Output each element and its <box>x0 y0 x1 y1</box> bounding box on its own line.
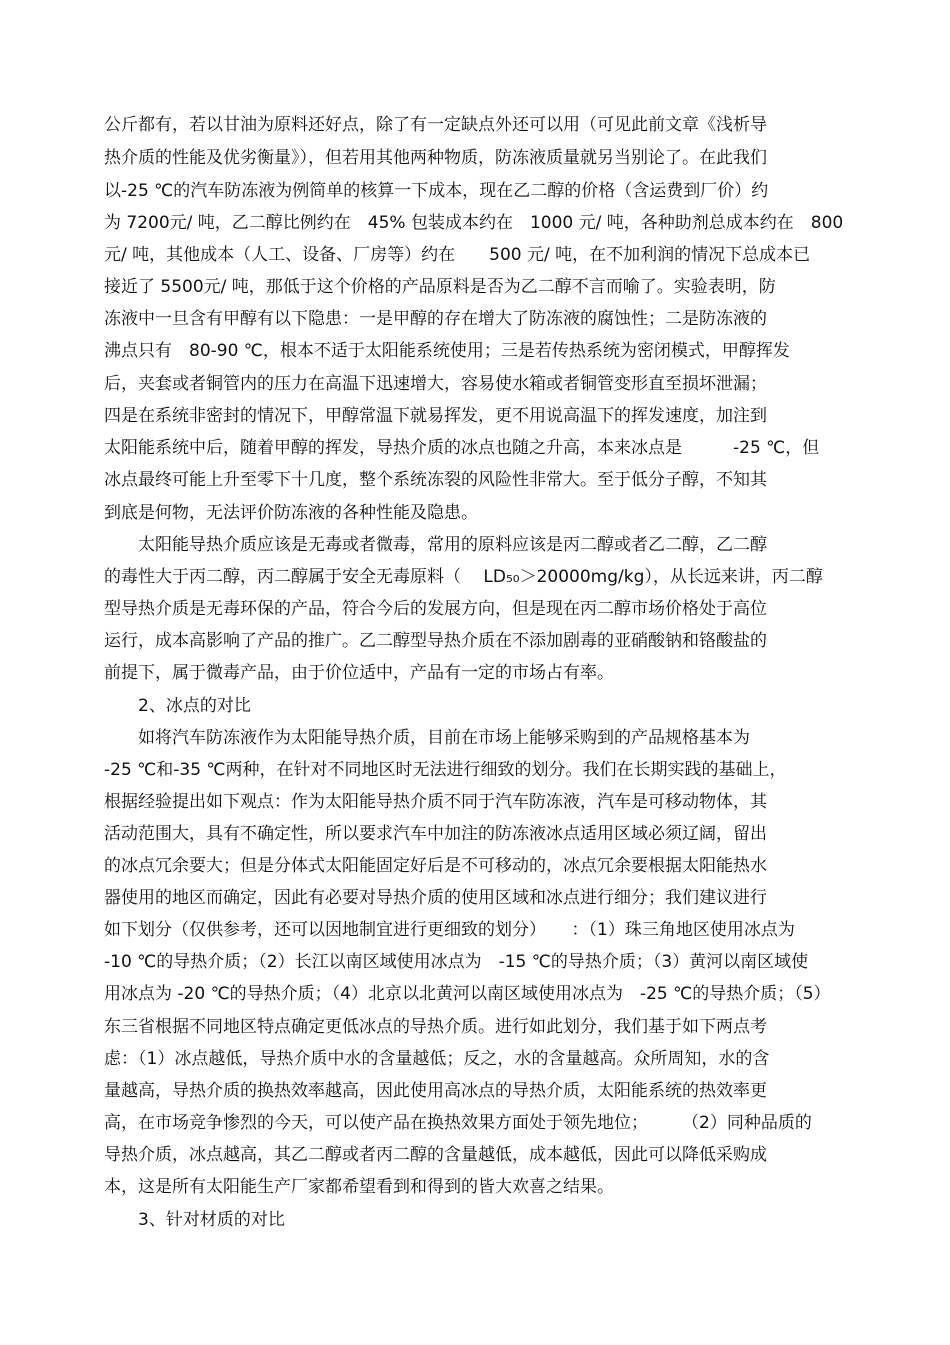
text-line: 如下划分（仅供参考，还可以因地制宜进行更细致的划分） ：（1）珠三角地区使用冰点为 <box>104 920 795 940</box>
text-line: 到底是何物，无法评价防冻液的各种性能及隐患。 <box>104 503 478 523</box>
section-heading: 3、针对材质的对比 <box>138 1210 285 1230</box>
text-line: 运行，成本高影响了产品的推广。乙二醇型导热介质在不添加剧毒的亚硝酸钠和铬酸盐的 <box>104 631 767 651</box>
text-line: 公斤都有，若以甘油为原料还好点，除了有一定缺点外还可以用（可见此前文章《浅析导 <box>104 115 767 135</box>
text-line: 沸点只有 80-90 ℃，根本不适于太阳能系统使用；三是若传热系统为密闭模式，甲醇挥发 <box>104 341 790 361</box>
text-line: 的毒性大于丙二醇，丙二醇属于安全无毒原料（ LD₅₀＞20000mg/kg），从长远来讲，丙二醇 <box>104 567 823 587</box>
text-line: 为 7200元/ 吨，乙二醇比例约在 45% 包装成本约在 1000 元/ 吨，各种助剂总成本约在 800 <box>104 213 844 233</box>
text-line: 热介质的性能及优劣衡量》），但若用其他两种物质，防冻液质量就另当别论了。在此我们 <box>104 148 767 168</box>
text-line: 冰点最终可能上升至零下十几度，整个系统冻裂的风险性非常大。至于低分子醇，不知其 <box>104 470 767 490</box>
text-line: 型导热介质是无毒环保的产品，符合今后的发展方向，但是现在丙二醇市场价格处于高位 <box>104 599 767 619</box>
text-line: 用冰点为 -20 ℃的导热介质；（4）北京以北黄河以南区域使用冰点为 -25 ℃的导热介质；（5） <box>104 984 831 1004</box>
text-line: 冻液中一旦含有甲醇有以下隐患：一是甲醇的存在增大了防冻液的腐蚀性；二是防冻液的 <box>104 309 767 329</box>
text-line: 量越高，导热介质的换热效率越高，因此使用高冰点的导热介质，太阳能系统的热效率更 <box>104 1081 767 1101</box>
text-line: 本，这是所有太阳能生产厂家都希望看到和得到的皆大欢喜之结果。 <box>104 1177 614 1197</box>
text-line: 以-25 ℃的汽车防冻液为例简单的核算一下成本，现在乙二醇的价格（含运费到厂价）约 <box>104 181 769 201</box>
text-line: 元/ 吨，其他成本（人工、设备、厂房等）约在 500 元/ 吨，在不加利润的情况下总成本已 <box>104 245 811 265</box>
text-line: 活动范围大，具有不确定性，所以要求汽车中加注的防冻液冰点适用区域必须辽阔，留出 <box>104 824 767 844</box>
text-line: 后，夹套或者铜管内的压力在高温下迅速增大，容易使水箱或者铜管变形直至损坏泄漏； <box>104 374 767 394</box>
section-heading: 2、冰点的对比 <box>138 696 251 716</box>
text-line: 的冰点冗余要大；但是分体式太阳能固定好后是不可移动的，冰点冗余要根据太阳能热水 <box>104 856 767 876</box>
text-line: 根据经验提出如下观点：作为太阳能导热介质不同于汽车防冻液，汽车是可移动物体，其 <box>104 792 767 812</box>
text-line: 前提下，属于微毒产品，由于价位适中，产品有一定的市场占有率。 <box>104 663 614 683</box>
text-line: 虑：（1）冰点越低，导热介质中水的含量越低；反之，水的含量越高。众所周知，水的含 <box>104 1049 770 1069</box>
text-line: 高，在市场竞争惨烈的今天，可以使产品在换热效果方面处于领先地位； （2）同种品质的 <box>104 1113 812 1133</box>
text-line: 东三省根据不同地区特点确定更低冰点的导热介质。进行如此划分，我们基于如下两点考 <box>104 1017 767 1037</box>
text-line: 太阳能系统中后，随着甲醇的挥发，导热介质的冰点也随之升高，本来冰点是 -25 ℃，但 <box>104 438 820 458</box>
text-line: 导热介质，冰点越高，其乙二醇或者丙二醇的含量越低，成本越低，因此可以降低采购成 <box>104 1145 767 1165</box>
paragraph-start: 太阳能导热介质应该是无毒或者微毒，常用的原料应该是丙二醇或者乙二醇，乙二醇 <box>138 535 767 555</box>
text-line: 器使用的地区而确定，因此有必要对导热介质的使用区域和冰点进行细分；我们建议进行 <box>104 888 767 908</box>
text-line: -25 ℃和-35 ℃两种，在针对不同地区时无法进行细致的划分。我们在长期实践的基础上， <box>104 760 787 780</box>
text-line: 接近了 5500元/ 吨，那低于这个价格的产品原料是否为乙二醇不言而喻了。实验表明，防 <box>104 277 776 297</box>
text-line: 四是在系统非密封的情况下，甲醇常温下就易挥发，更不用说高温下的挥发速度，加注到 <box>104 406 767 426</box>
paragraph-start: 如将汽车防冻液作为太阳能导热介质，目前在市场上能够采购到的产品规格基本为 <box>138 728 750 748</box>
text-line: -10 ℃的导热介质；（2）长江以南区域使用冰点为 -15 ℃的导热介质；（3）黄河以南区域使 <box>104 952 809 972</box>
